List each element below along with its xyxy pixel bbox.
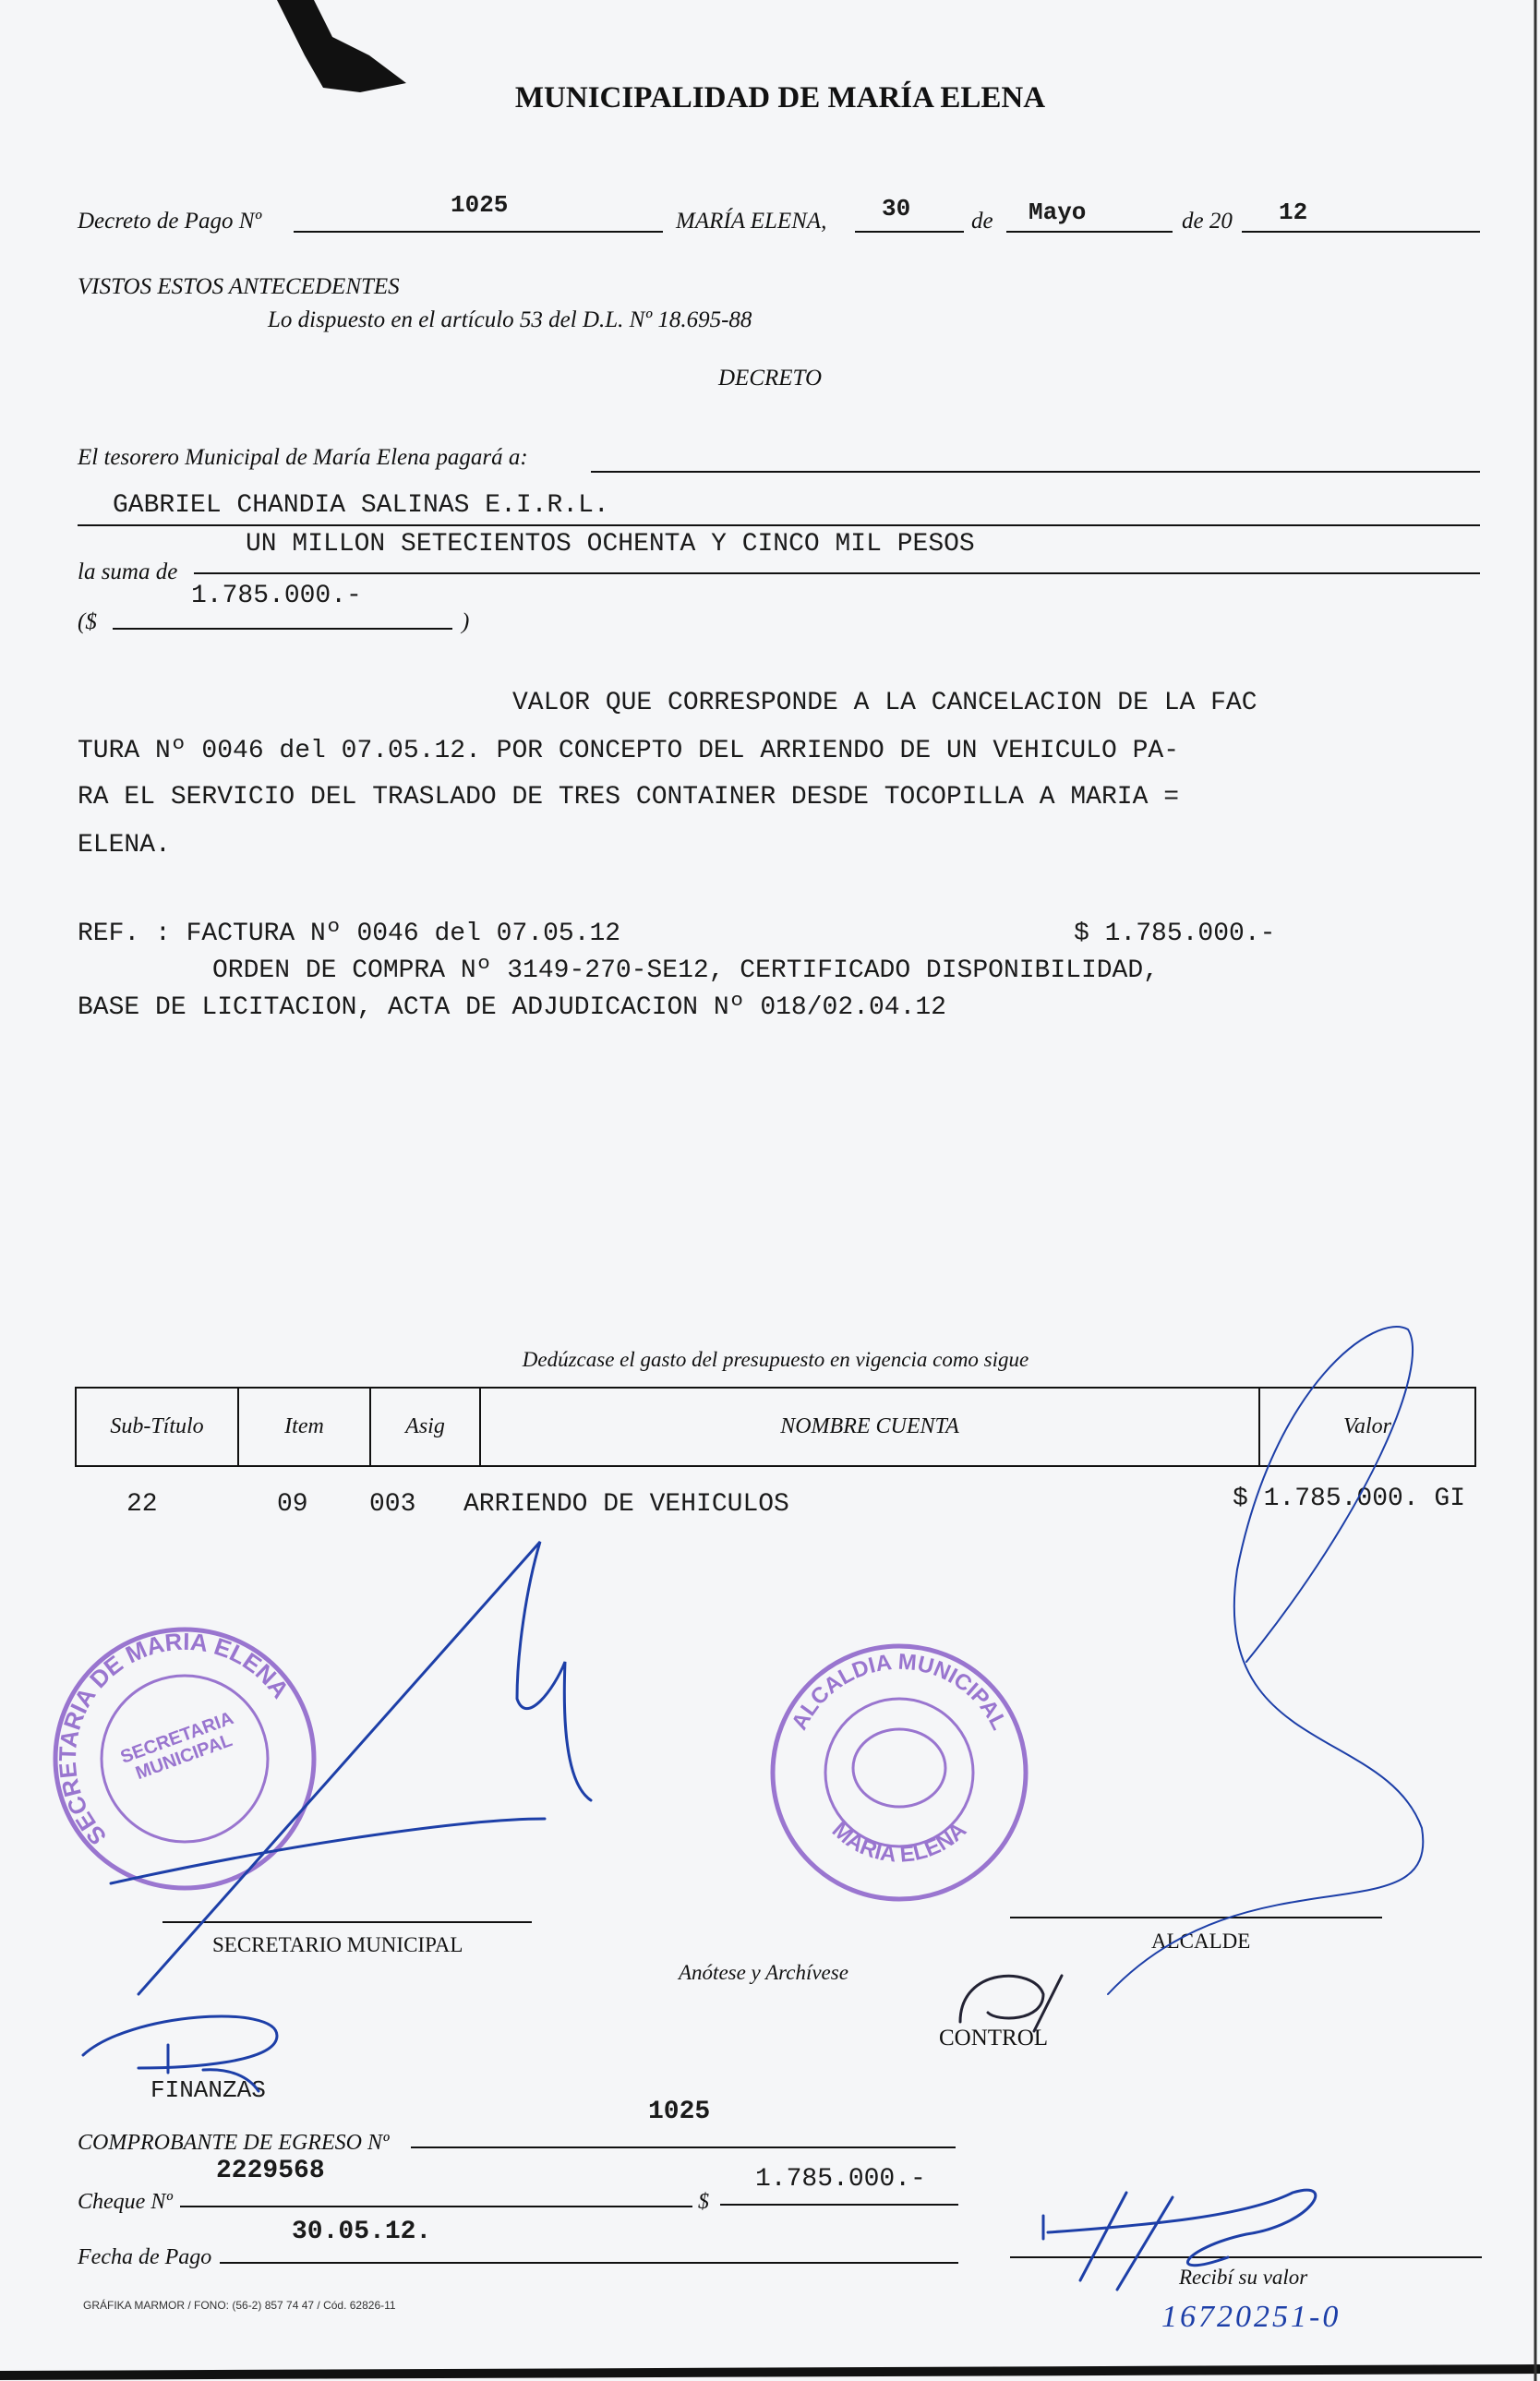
payee-name: GABRIEL CHANDIA SALINAS E.I.R.L. — [113, 491, 609, 520]
amount-number: 1.785.000.- — [191, 582, 362, 610]
anotese-label: Anótese y Archívese — [679, 1961, 848, 1984]
cheque-label: Cheque Nº — [78, 2190, 173, 2214]
header-item: Item — [238, 1388, 370, 1466]
finanzas-label: FINANZAS — [150, 2076, 266, 2104]
fecha-value: 30.05.12. — [292, 2218, 432, 2246]
ref-line-1-amount: $ 1.785.000.- — [1074, 920, 1276, 948]
row-subtitulo: 22 — [126, 1490, 158, 1519]
stamp-right-top-text: ALCALDIA MUNICIPAL — [787, 1649, 1012, 1735]
concept-line-2: TURA Nº 0046 del 07.05.12. POR CONCEPTO DEL ARRIENDO DE UN VEHICULO PA- — [78, 737, 1179, 765]
secretario-label: SECRETARIO MUNICIPAL — [212, 1933, 463, 1956]
fecha-label: Fecha de Pago — [78, 2245, 212, 2269]
header-asig: Asig — [370, 1388, 480, 1466]
cheque-amount: 1.785.000.- — [755, 2165, 926, 2194]
alcalde-signature — [1108, 1327, 1423, 1994]
ref-line-1: REF. : FACTURA Nº 0046 del 07.05.12 — [78, 920, 621, 948]
ref-line-2: ORDEN DE COMPRA Nº 3149-270-SE12, CERTIFICADO DISPONIBILIDAD, — [212, 956, 1159, 985]
control-label: CONTROL — [939, 2026, 1049, 2050]
concept-line-4: ELENA. — [78, 831, 171, 860]
de-label: de — [971, 209, 993, 234]
concept-line-1: VALOR QUE CORRESPONDE A LA CANCELACION DE LA FAC — [512, 689, 1257, 717]
year: 12 — [1279, 198, 1308, 226]
amount-words: UN MILLON SETECIENTOS OCHENTA Y CINCO MIL PESOS — [246, 530, 975, 559]
concept-line-3: RA EL SERVICIO DEL TRASLADO DE TRES CONTAINER DESDE TOCOPILLA A MARIA = — [78, 783, 1179, 812]
row-valor: $ 1.785.000. GI — [1233, 1485, 1466, 1513]
payee-label: El tesorero Municipal de María Elena pagará a: — [78, 445, 528, 470]
comprobante-number: 1025 — [648, 2098, 711, 2126]
printer-credit: GRÁFIKA MARMOR / FONO: (56-2) 857 74 47 / Cód. 62826-11 — [83, 2299, 396, 2312]
secretario-signature — [111, 1542, 591, 1994]
row-item: 09 — [277, 1490, 308, 1519]
page-title: MUNICIPALIDAD DE MARÍA ELENA — [514, 81, 1046, 114]
decreto-heading: DECRETO — [718, 366, 823, 391]
finanzas-signature — [83, 2016, 277, 2091]
rut-handwritten: 16720251-0 — [1161, 2300, 1341, 2334]
row-cuenta: ARRIENDO DE VEHICULOS — [463, 1490, 789, 1519]
decreto-label: Decreto de Pago Nº — [78, 209, 262, 234]
header-nombre-cuenta: NOMBRE CUENTA — [480, 1388, 1259, 1466]
stamp-right-bottom-text: MARIA ELENA — [826, 1817, 972, 1868]
row-asig: 003 — [369, 1490, 416, 1519]
header-valor: Valor — [1259, 1388, 1475, 1466]
comprobante-label: COMPROBANTE DE EGRESO Nº — [78, 2131, 390, 2155]
month: Mayo — [1029, 198, 1087, 226]
amount-close: ) — [462, 609, 470, 634]
amount-open: ($ — [78, 609, 97, 634]
vistos-heading: VISTOS ESTOS ANTECEDENTES — [78, 274, 400, 299]
stamp-left-inner-text: SECRETARIA MUNICIPAL — [117, 1708, 236, 1785]
cheque-number: 2229568 — [216, 2157, 325, 2185]
recibi-signature — [1043, 2190, 1316, 2290]
city-label: MARÍA ELENA, — [676, 209, 827, 234]
header-subtitulo: Sub-Título — [76, 1388, 238, 1466]
budget-caption: Dedúzcase el gasto del presupuesto en vigencia como sigue — [522, 1348, 1029, 1371]
ref-line-3: BASE DE LICITACION, ACTA DE ADJUDICACION Nº 018/02.04.12 — [78, 993, 946, 1022]
decreto-number: 1025 — [451, 191, 509, 219]
year-label: de 20 — [1182, 209, 1233, 234]
dispuesto-text: Lo dispuesto en el artículo 53 del D.L. Nº 18.695-88 — [268, 307, 752, 332]
recibi-label: Recibí su valor — [1179, 2266, 1308, 2289]
dollar-label: $ — [698, 2190, 709, 2214]
stamp-left-outer-text: SECRETARIA DE MARIA ELENA — [53, 1627, 295, 1851]
control-signature — [960, 1976, 1062, 2031]
day: 30 — [882, 195, 911, 222]
suma-label: la suma de — [78, 559, 178, 584]
alcalde-label: ALCALDE — [1151, 1930, 1251, 1953]
